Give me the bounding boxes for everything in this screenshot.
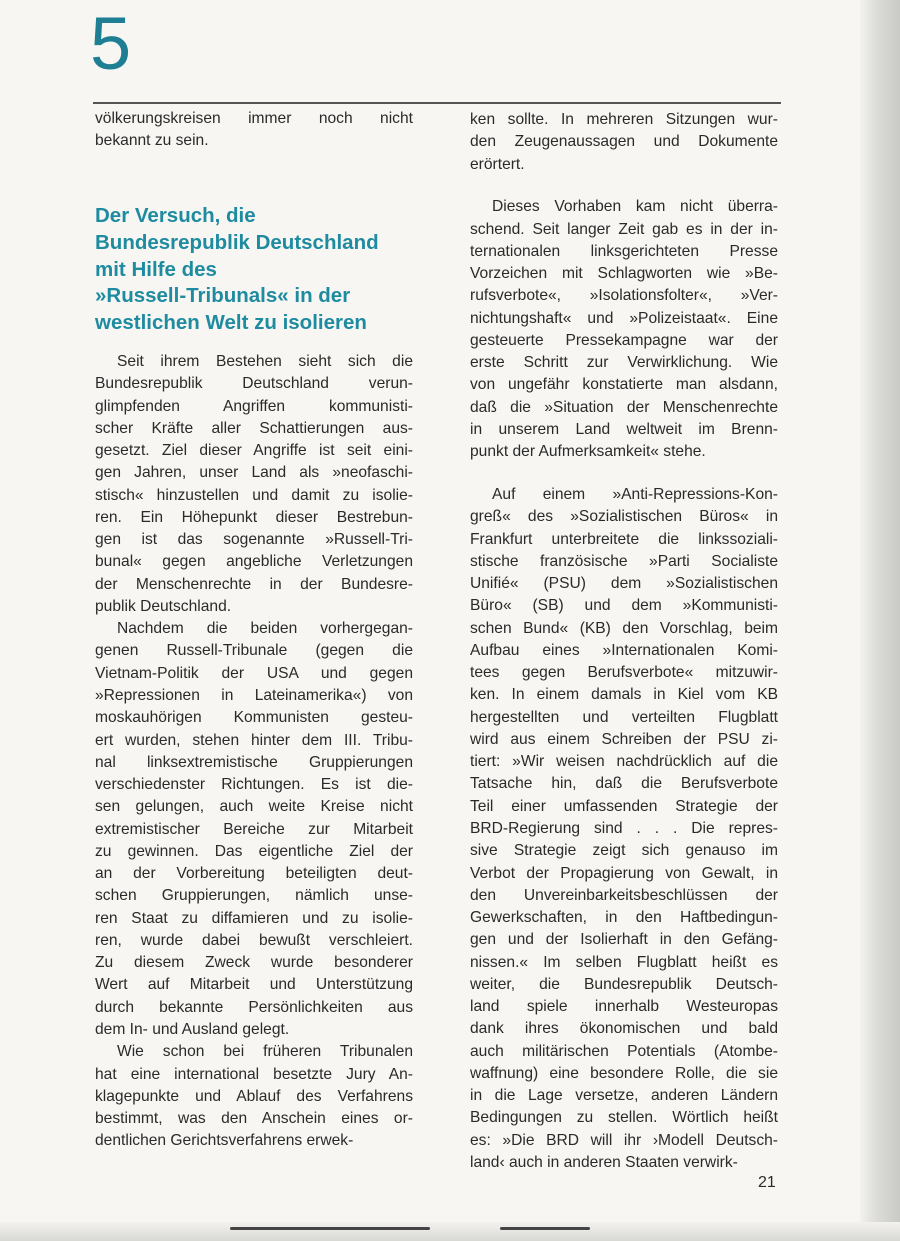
- text-line: Vietnam-Politik der USA und gegen: [95, 664, 413, 682]
- text-line: nissen.« Im selben Flugblatt heißt es: [470, 953, 778, 971]
- heading-line: Bundesrepublik Deutschland: [95, 230, 379, 254]
- text-line: erörtert.: [470, 155, 525, 173]
- left-column-body: [95, 351, 413, 1153]
- text-line: schen Gruppierungen, nämlich unse-: [95, 887, 413, 905]
- text-line: an der Vorbereitung beteiligten deut-: [95, 865, 413, 883]
- text-line: ert wurden, stehen hinter dem III. Tribu-: [95, 731, 413, 749]
- text-line: ternationalen linksgerichteten Presse: [470, 242, 778, 260]
- text-line: gesteuerte Pressekampagne war der: [470, 331, 778, 349]
- text-line: Wie schon bei früheren Tribunalen: [117, 1043, 413, 1061]
- text-line: dentlichen Gerichtsverfahrens erwek-: [95, 1132, 354, 1150]
- text-line: ren. Ein Höhepunkt dieser Bestrebun-: [95, 508, 413, 526]
- paragraph: [470, 484, 778, 1174]
- text-line: verschiedenster Richtungen. Es ist die-: [95, 776, 413, 794]
- text-line: Büro« (SB) und dem »Kommunisti-: [470, 597, 778, 615]
- text-line: Bundesrepublik Deutschland verun-: [95, 375, 413, 393]
- text-line: von ungefähr konstatierte man alsdann,: [470, 376, 778, 394]
- text-line: daß die »Situation der Menschenrechte: [470, 398, 778, 416]
- paragraph: [470, 196, 778, 463]
- text-line: hergestellten und verteilten Flugblatt: [470, 708, 778, 726]
- text-line: den Unvereinbarkeitsbeschlüssen der: [470, 886, 778, 904]
- text-line: weiter, die Bundesrepublik Deutsch-: [470, 975, 778, 993]
- text-line: Nachdem die beiden vorhergegan-: [117, 620, 413, 638]
- right-column-body: [470, 109, 778, 1174]
- text-line: Auf einem »Anti-Repressions-Kon-: [492, 485, 778, 503]
- text-line: der Menschenrechte in der Bundesre-: [95, 575, 413, 593]
- text-line: Seit ihrem Bestehen sieht sich die: [117, 353, 413, 370]
- text-line: greß« des »Sozialistischen Büros« in: [470, 508, 778, 526]
- heading-line: westlichen Welt zu isolieren: [95, 311, 367, 335]
- text-line: extremistischer Bereiche zur Mitarbeit: [95, 820, 413, 838]
- text-line: Dieses Vorhaben kam nicht überra-: [492, 198, 778, 216]
- paragraph: [95, 618, 413, 1041]
- section-heading: [95, 203, 379, 337]
- text-line: Gewerkschaften, in den Haftbedingun-: [470, 909, 778, 927]
- text-line: land spiele innerhalb Westeuropas: [470, 998, 778, 1016]
- text-line: Zu diesem Zweck wurde besonderer: [95, 954, 413, 972]
- text-line: genen Russell-Tribunale (gegen die: [95, 642, 413, 660]
- text-line: glimpfenden Angriffen kommunisti-: [95, 397, 413, 415]
- text-line: ren Staat zu diffamieren und zu isolie-: [95, 909, 413, 927]
- left-column-continuation: [95, 108, 413, 153]
- text-line: scher Kräfte aller Schattierungen aus-: [95, 419, 413, 437]
- text-line: Wert auf Mitarbeit und Unterstützung: [95, 976, 413, 994]
- text-line: Vorzeichen mit Schlagworten wie »Be-: [470, 265, 778, 283]
- text-line: sen gelungen, auch weite Kreise nicht: [95, 798, 413, 816]
- text-line: Unifié« (PSU) dem »Sozialistischen: [470, 575, 778, 593]
- text-line: zu gewinnen. Das eigentliche Ziel der: [95, 842, 413, 860]
- text-line: hat eine international besetzte Jury An-: [95, 1065, 413, 1083]
- text-line: bunal« gegen angebliche Verletzungen: [95, 553, 413, 571]
- page-bottom-edge: [0, 1222, 900, 1241]
- text-line: dem In- und Ausland gelegt.: [95, 1020, 290, 1038]
- page-number: 21: [758, 1174, 776, 1191]
- scan-streak: [500, 1227, 590, 1230]
- text-line: schend. Seit langer Zeit gab es in der in-: [470, 220, 778, 238]
- text-line: stisch« hinzustellen und damit zu isolie-: [95, 486, 413, 504]
- heading-line: mit Hilfe des: [95, 257, 217, 281]
- text-line: rufsverbote«, »Isolationsfolter«, »Ver-: [470, 287, 778, 305]
- text-line: durch bekannte Persönlichkeiten aus: [95, 998, 413, 1016]
- text-line: publik Deutschland.: [95, 597, 232, 615]
- text-line: Frankfurt unterbreitete die linkssoziali-: [470, 530, 778, 548]
- text-line: tees gegen Berufsverbote« mitzuwir-: [470, 664, 778, 682]
- paragraph: [95, 351, 413, 618]
- text-line: Bedingungen zu stellen. Wörtlich heißt: [470, 1109, 778, 1127]
- text-line: Teil einer umfassenden Strategie der: [470, 797, 778, 815]
- text-line: bestimmt, was den Anschein eines or-: [95, 1110, 413, 1128]
- text-line: Tatsache hin, daß die Berufsverbote: [470, 775, 778, 793]
- text-line: ren, wurde dabei bewußt verschleiert.: [95, 931, 413, 949]
- text-line: völkerungskreisen immer noch nicht: [95, 110, 413, 127]
- text-line: gesetzt. Ziel dieser Angriffe ist seit eini-: [95, 442, 413, 460]
- text-line: in die Lage versetze, anderen Ländern: [470, 1087, 778, 1105]
- text-line: nal linksextremistische Gruppierungen: [95, 753, 413, 771]
- header-rule: [93, 102, 781, 104]
- chapter-number: 5: [90, 2, 132, 85]
- text-line: bekannt zu sein.: [95, 132, 209, 150]
- text-line: gen und der Isolierhaft in den Gefäng-: [470, 931, 778, 949]
- page-edge-shadow: [860, 0, 900, 1241]
- heading-line: »Russell-Tribunals« in der: [95, 284, 351, 308]
- text-line: gen ist das sogenannte »Russell-Tri-: [95, 531, 413, 549]
- text-line: klagepunkte und Ablauf des Verfahrens: [95, 1087, 413, 1105]
- text-line: ken sollte. In mehreren Sitzungen wur-: [470, 111, 778, 128]
- scan-streak: [230, 1227, 430, 1230]
- text-line: stische französische »Parti Socialiste: [470, 552, 778, 570]
- text-line: BRD-Regierung sind . . . Die repres-: [470, 819, 778, 837]
- text-line: moskauhörigen Kommunisten gesteu-: [95, 709, 413, 727]
- text-line: dank ihres ökonomischen und bald: [470, 1020, 778, 1038]
- text-line: tiert: »Wir weisen nachdrücklich auf die: [470, 753, 778, 771]
- text-line: es: »Die BRD will ihr ›Modell Deutsch-: [470, 1131, 778, 1149]
- paragraph: [470, 109, 778, 176]
- heading-line: Der Versuch, die: [95, 204, 256, 227]
- text-line: den Zeugenaussagen und Dokumente: [470, 133, 778, 151]
- text-line: waffnung) eine besondere Rolle, die sie: [470, 1064, 778, 1082]
- text-line: gen Jahren, unser Land als »neofaschi-: [95, 464, 413, 482]
- text-line: ken. In einem damals in Kiel vom KB: [470, 686, 778, 704]
- paragraph: [95, 1041, 413, 1152]
- text-line: auch militärischen Potentials (Atombe-: [470, 1042, 778, 1060]
- text-line: Aufbau eines »Internationalen Komi-: [470, 641, 778, 659]
- text-line: erste Schritt zur Verwirklichung. Wie: [470, 354, 778, 372]
- text-line: nichtungshaft« und »Polizeistaat«. Eine: [470, 309, 778, 327]
- text-line: in unserem Land weltweit im Brenn-: [470, 420, 778, 438]
- text-line: schen Bund« (KB) den Vorschlag, beim: [470, 619, 778, 637]
- text-line: punkt der Aufmerksamkeit« stehe.: [470, 443, 706, 461]
- text-line: wird aus einem Schreiben der PSU zi-: [470, 730, 778, 748]
- text-line: »Repressionen in Lateinamerika«) von: [95, 686, 413, 704]
- text-line: land‹ auch in anderen Staaten verwirk-: [470, 1153, 738, 1171]
- text-line: Verbot der Propagierung von Gewalt, in: [470, 864, 778, 882]
- text-line: sive Strategie zeigt sich genauso im: [470, 842, 778, 860]
